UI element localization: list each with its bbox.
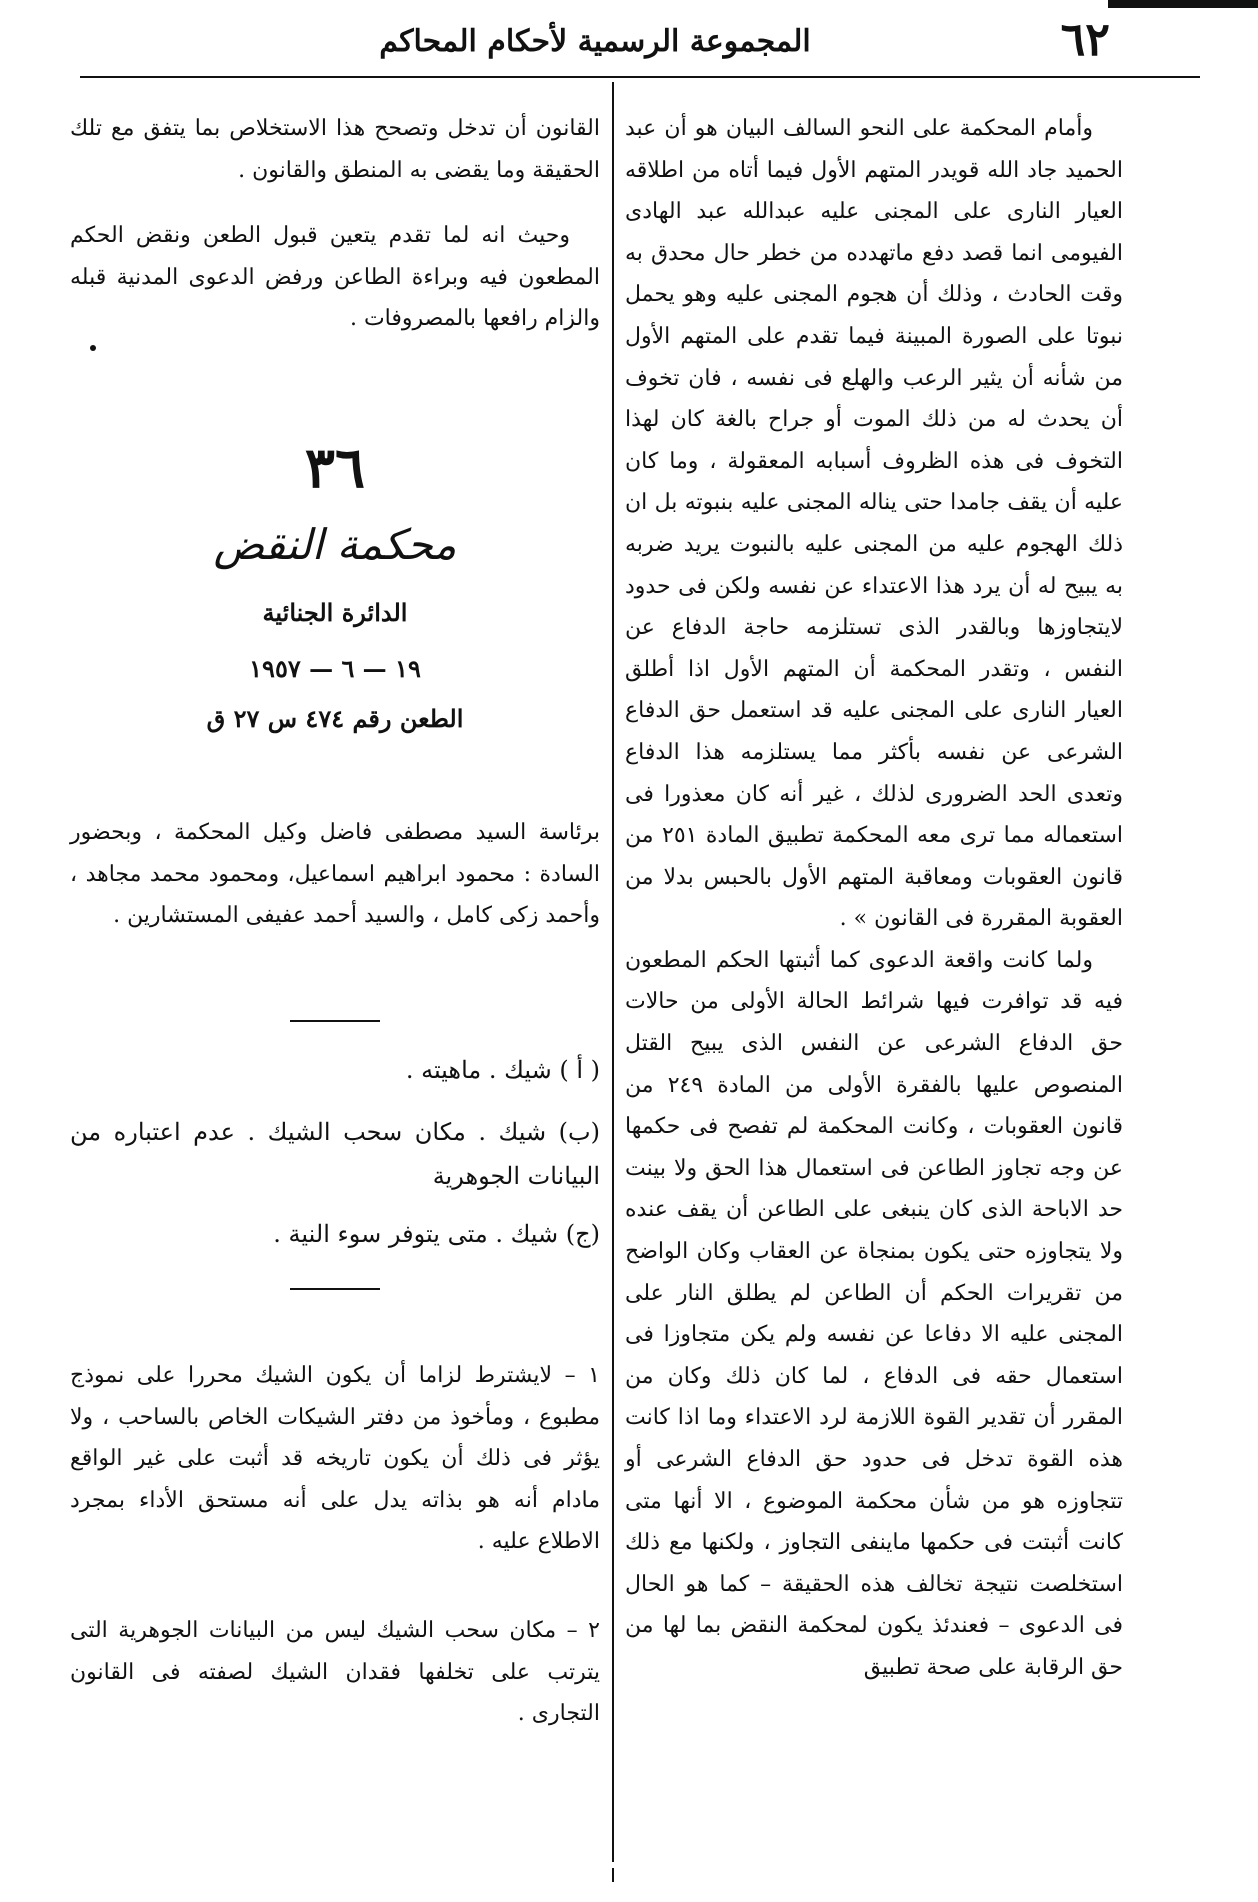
court-name: محكمة النقض <box>213 520 457 569</box>
judgment-date: ١٩ — ٦ — ١٩٥٧ <box>249 654 421 683</box>
section-rule-2 <box>290 1288 380 1290</box>
headnote-b: (ب) شيك . مكان سحب الشيك . عدم اعتباره من البيانات الجوهرية <box>70 1118 600 1190</box>
page-number: ٦٢ <box>1060 12 1110 66</box>
bench-panel: برئاسة السيد مصطفى فاضل وكيل المحكمة ، وبحضور السادة : محمود ابراهيم اسماعيل، ومحمود محمد مجاهد ، وأحمد زكى كامل ، والسيد أحمد عفيفى المستشارين . <box>70 820 600 929</box>
right-column <box>625 108 1123 1689</box>
appeal-reference: الطعن رقم ٤٧٤ س ٢٧ ق <box>206 704 464 733</box>
conclusion-paragraph: وحيث انه لما تقدم يتعين قبول الطعن ونقض الحكم المطعون فيه وبراءة الطاعن ورفض الدعوى المدنية قبله والزام رافعها بالمصروفات . <box>70 223 600 332</box>
scan-edge-mark <box>1108 0 1258 8</box>
headnote-a: ( أ ) شيك . ماهيته . <box>405 1056 600 1084</box>
left-column-top <box>70 108 600 340</box>
principle-2: ٢ – مكان سحب الشيك ليس من البيانات الجوهرية التى يترتب على تخلفها فقدان الشيك لصفته فى القانون التجارى . <box>70 1618 600 1727</box>
stray-dot <box>90 345 96 351</box>
section-rule-1 <box>290 1020 380 1022</box>
headnote-c: (ج) شيك . متى يتوفر سوء النية . <box>273 1220 600 1248</box>
column-divider <box>612 82 614 1862</box>
continuation-paragraph: القانون أن تدخل وتصحح هذا الاستخلاص بما يتفق مع تلك الحقيقة وما يقضى به المنطق والقانون . <box>70 116 600 183</box>
header-rule <box>80 76 1200 78</box>
running-title: المجموعة الرسمية لأحكام المحاكم <box>379 24 811 59</box>
right-paragraph-2: ولما كانت واقعة الدعوى كما أثبتها الحكم المطعون فيه قد توافرت فيها شرائط الحالة الأولى من حالات حق الدفاع الشرعى عن النفس الذى يبيح القتل المنصوص عليها بالفقرة الأولى من المادة ٢٤٩ من قانون العقوبات ، وكانت المحكمة لم تفصح فى حكمها عن وجه تجاوز الطاعن فى استعمال هذا الحق ولا بينت حد الاباحة الذى كان ينبغى على الطاعن أن يقف عنده ولا يتجاوزه حتى يكون بمنجاة عن العقاب وكان الواضح من تقريرات الحكم أن الطاعن لم يطلق النار على المجنى عليه الا دفاعا عن نفسه ولم يكن متجاوزا فى استعمال حقه فى الدفاع ، لما كان ذلك وكان من المقرر أن تقدير القوة اللازمة لرد الاعتداء وما اذا كانت هذه القوة تدخل فى حدود حق الدفاع الشرعى أو تتجاوزه هو من شأن محكمة الموضوع ، الا أنها متى كانت أثبتت فى حكمها ماينفى التجاوز ، ولكنها مع ذلك استخلصت نتيجة تخالف هذه الحقيقة – كما هو الحال فى الدعوى – فعندئذ يكون لمحكمة النقض بما لها من حق الرقابة على صحة تطبيق <box>625 947 1123 1680</box>
chamber-name: الدائرة الجنائية <box>262 598 408 627</box>
principle-1: ١ – لايشترط لزاما أن يكون الشيك محررا على نموذج مطبوع ، ومأخوذ من دفتر الشيكات الخاص بالساحب ، ولا يؤثر فى ذلك أن يكون تاريخه قد أثبت على غير الواقع مادام أنه هو بذاته يدل على أنه مستحق الأداء بمجرد الاطلاع عليه . <box>70 1363 601 1555</box>
page-header <box>80 14 1110 74</box>
case-number: ٣٦ <box>304 435 366 501</box>
right-paragraph-1: وأمام المحكمة على النحو السالف البيان هو أن عبد الحميد جاد الله قويدر المتهم الأول فيما أتاه من اطلاقه العيار النارى على المجنى عليه عبدالله عبد الهادى الفيومى انما قصد دفع ماتهدده من خطر حال محدق به وقت الحادث ، وذلك أن هجوم المجنى عليه وهو يحمل نبوتا على الصورة المبينة فيما تقدم على المتهم الأول من شأنه أن يثير الرعب والهلع فى نفسه ، فان تخوف أن يحدث له من ذلك الموت أو جراح بالغة كان لهذا التخوف فى هذه الظروف أسبابه المعقولة ، وما كان عليه أن يقف جامدا حتى يناله المجنى عليه بنبوته بل ان ذلك الهجوم عليه من المجنى عليه بالنبوت يريد ضربه به يبيح له أن يرد هذا الاعتداء عن نفسه ولكن فى حدود لايتجاوزها وبالقدر الذى تستلزمه حاجة الدفاع عن النفس ، وتقدر المحكمة أن المتهم الأول اذا أطلق العيار النارى على المجنى عليه قد استعمل حق الدفاع الشرعى عن نفسه بأكثر مما يستلزمه هذا الدفاع وتعدى الحد الضرورى لذلك ، غير أنه كان معذورا فى استعماله مما ترى معه المحكمة تطبيق المادة ٢٥١ من قانون العقوبات ومعاقبة المتهم الأول بالحبس بدلا من العقوبة المقررة فى القانون » . <box>625 116 1123 932</box>
bottom-tick <box>612 1868 614 1882</box>
